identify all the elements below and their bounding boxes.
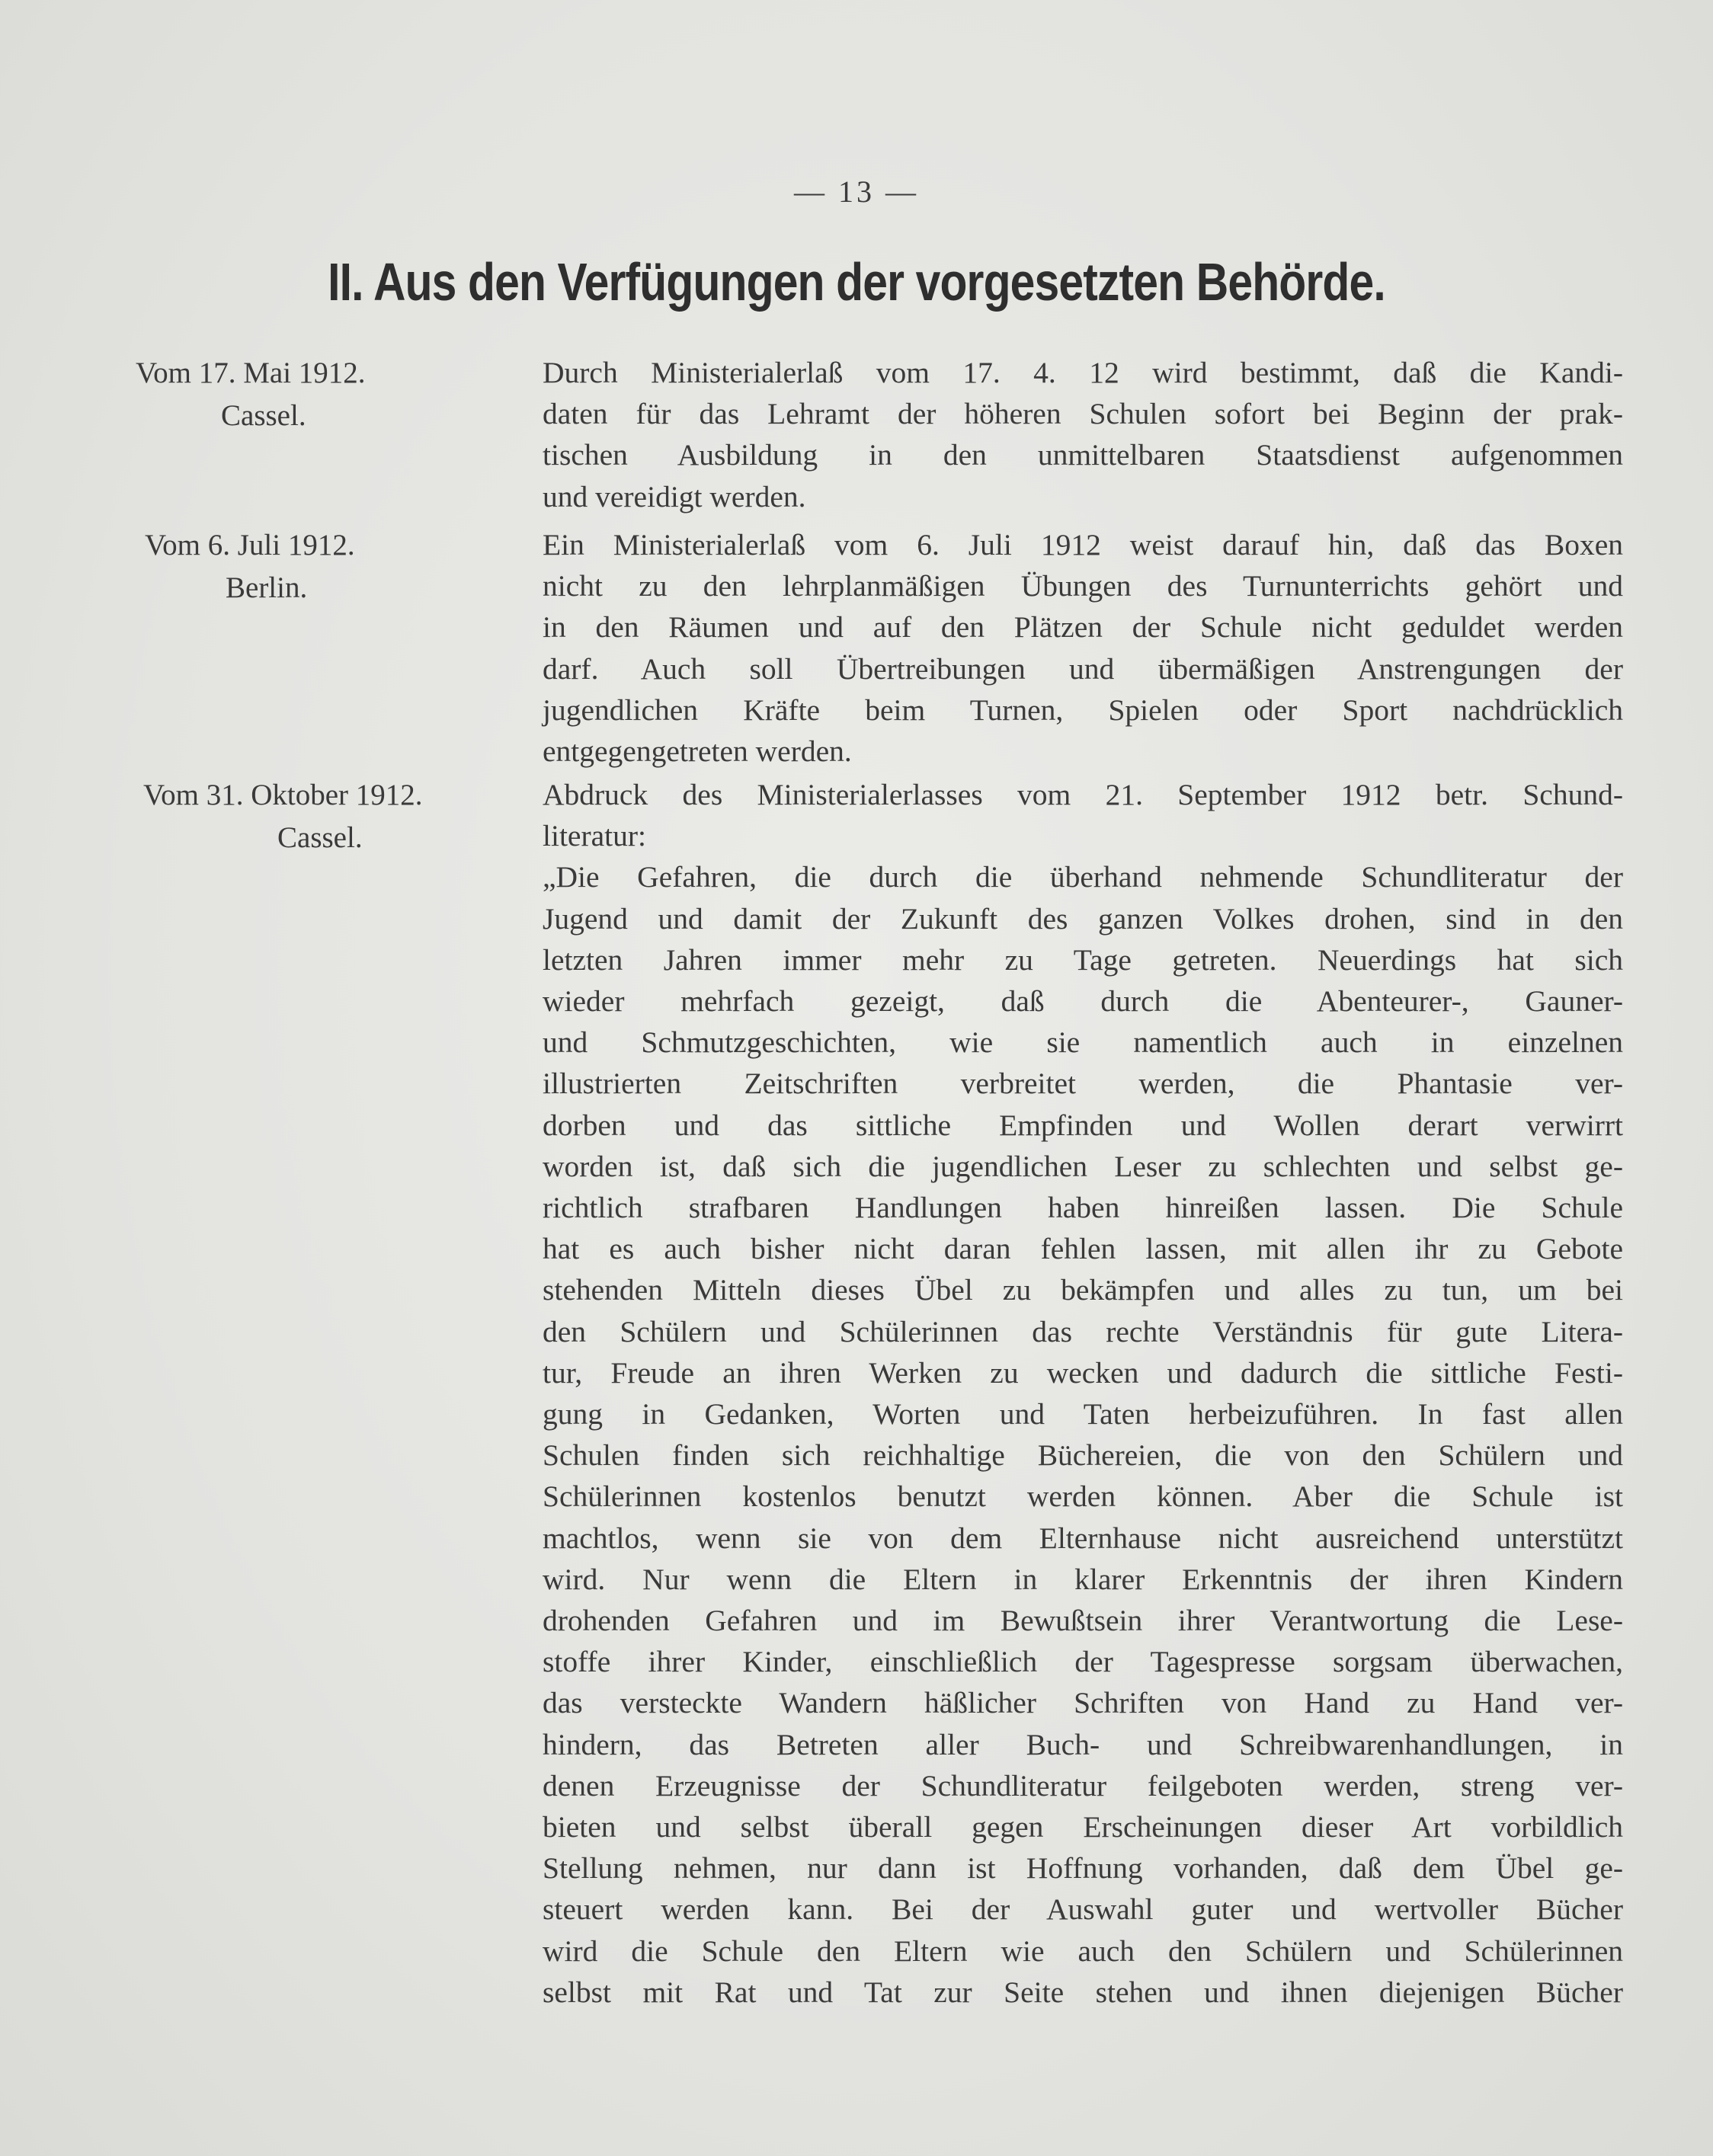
- text-line: Ein Ministerialerlaß vom 6. Juli 1912 weist darauf hin, daß das Boxen: [543, 528, 1623, 561]
- text-line: Stellung nehmen, nur dann ist Hoffnung vorhanden, daß dem Übel ge-: [543, 1851, 1623, 1886]
- text-line: bieten und selbst überall gegen Erscheinungen dieser Art vorbildlich: [543, 1810, 1623, 1844]
- text-line: darf. Auch soll Übertreibungen und übermäßigen Anstrengungen der: [543, 651, 1623, 686]
- text-line: hat es auch bisher nicht daran fehlen lassen, mit allen ihr zu Gebote: [543, 1232, 1623, 1266]
- text-line: denen Erzeugnisse der Schundliteratur feilgeboten werden, streng ver-: [543, 1768, 1623, 1803]
- text-line: das versteckte Wandern häßlicher Schriften von Hand zu Hand ver-: [543, 1686, 1623, 1720]
- decree-place: Cassel.: [221, 399, 306, 432]
- decree-place: Berlin.: [226, 571, 308, 604]
- decree-text: [543, 774, 1623, 2013]
- text-line: „Die Gefahren, die durch die überhand nehmende Schundliteratur der: [543, 860, 1623, 894]
- decree-date-block: [136, 352, 517, 437]
- text-line: selbst mit Rat und Tat zur Seite stehen und ihnen diejenigen Bücher: [543, 1975, 1623, 2009]
- text-line: literatur:: [543, 819, 646, 853]
- page-number: — 13 —: [794, 174, 919, 209]
- text-line: gung in Gedanken, Worten und Taten herbeizuführen. In fast allen: [543, 1397, 1623, 1431]
- text-line: steuert werden kann. Bei der Auswahl guter und wertvoller Bücher: [543, 1892, 1623, 1927]
- text-line: und vereidigt werden.: [543, 479, 806, 513]
- text-line: hindern, das Betreten aller Buch- und Schreibwarenhandlungen, in: [543, 1727, 1623, 1761]
- text-line: tur, Freude an ihren Werken zu wecken und dadurch die sittliche Festi-: [543, 1355, 1623, 1390]
- text-line: stehenden Mitteln dieses Übel zu bekämpfen und alles zu tun, um bei: [543, 1273, 1623, 1307]
- text-line: stoffe ihrer Kinder, einschließlich der Tagespresse sorgsam überwachen,: [543, 1645, 1623, 1679]
- text-line: letzten Jahren immer mehr zu Tage getreten. Neuerdings hat sich: [543, 942, 1623, 977]
- text-line: den Schülern und Schülerinnen das rechte Verständnis für gute Litera-: [543, 1314, 1623, 1348]
- text-line: Abdruck des Ministerialerlasses vom 21. September 1912 betr. Schund-: [543, 778, 1623, 811]
- text-line: wird. Nur wenn die Eltern in klarer Erkenntnis der ihren Kindern: [543, 1562, 1623, 1596]
- decree-date: Vom 6. Juli 1912.: [145, 529, 355, 561]
- decree-date-block: [136, 524, 517, 609]
- decree-date: Vom 31. Oktober 1912.: [143, 779, 423, 811]
- section-title: II. Aus den Verfügungen der vorgesetzten Behörde.: [328, 252, 1385, 312]
- text-line: daten für das Lehramt der höheren Schulen sofort bei Beginn der prak-: [543, 397, 1623, 431]
- text-line: wieder mehrfach gezeigt, daß durch die Abenteurer-, Gauner-: [543, 984, 1623, 1019]
- text-line: Jugend und damit der Zukunft des ganzen Volkes drohen, sind in den: [543, 901, 1623, 936]
- text-line: worden ist, daß sich die jugendlichen Leser zu schlechten und selbst ge-: [543, 1149, 1623, 1183]
- decree-text: [543, 352, 1623, 517]
- decree-date: Vom 17. Mai 1912.: [136, 357, 366, 389]
- text-line: richtlich strafbaren Handlungen haben hinreißen lassen. Die Schule: [543, 1191, 1623, 1225]
- text-line: jugendlichen Kräfte beim Turnen, Spielen oder Sport nachdrücklich: [543, 693, 1623, 727]
- decree-text: [543, 524, 1623, 772]
- text-line: entgegengetreten werden.: [543, 734, 852, 769]
- text-line: und Schmutzgeschichten, wie sie namentlich auch in einzelnen: [543, 1025, 1623, 1060]
- text-line: machtlos, wenn sie von dem Elternhause nicht ausreichend unterstützt: [543, 1521, 1623, 1555]
- text-line: wird die Schule den Eltern wie auch den Schülern und Schülerinnen: [543, 1934, 1623, 1968]
- text-line: tischen Ausbildung in den unmittelbaren Staatsdienst aufgenommen: [543, 438, 1623, 472]
- text-line: nicht zu den lehrplanmäßigen Übungen des Turnunterrichts gehört und: [543, 569, 1623, 603]
- text-line: Schulen finden sich reichhaltige Büchereien, die von den Schülern und: [543, 1438, 1623, 1473]
- text-line: drohenden Gefahren und im Bewußtsein ihrer Verantwortung die Lese-: [543, 1604, 1623, 1638]
- decree-date-block: [143, 774, 524, 859]
- text-line: Durch Ministerialerlaß vom 17. 4. 12 wird bestimmt, daß die Kandi-: [543, 356, 1623, 389]
- text-line: dorben und das sittliche Empfinden und Wollen derart verwirrt: [543, 1108, 1623, 1142]
- text-line: illustrierten Zeitschriften verbreitet werden, die Phantasie ver-: [543, 1067, 1623, 1101]
- text-line: in den Räumen und auf den Plätzen der Schule nicht geduldet werden: [543, 610, 1623, 645]
- text-line: Schülerinnen kostenlos benutzt werden können. Aber die Schule ist: [543, 1479, 1623, 1514]
- decree-place: Cassel.: [277, 821, 363, 854]
